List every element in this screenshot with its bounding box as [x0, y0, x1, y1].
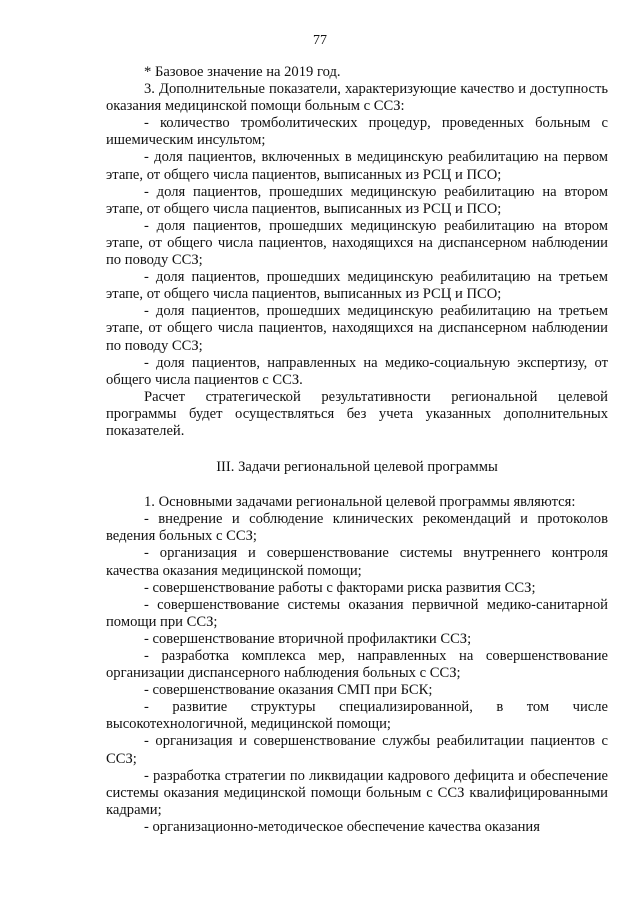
page-number: 77 [313, 33, 327, 48]
list-item: - количество тромболитических процедур, проведенных больным с ишемическим инсультом; [106, 115, 608, 149]
section-heading: III. Задачи региональной целевой программы [216, 459, 498, 476]
document-body [106, 64, 608, 836]
body-paragraph: * Базовое значение на 2019 год. [144, 64, 341, 80]
list-item: - доля пациентов, включенных в медицинскую реабилитацию на первом этапе, от общего числа пациентов, выписанных из РСЦ и ПСО; [106, 149, 608, 183]
list-item: - совершенствование оказания СМП при БСК; [144, 682, 433, 699]
list-item: - доля пациентов, прошедших медицинскую реабилитацию на третьем этапе, от общего числа пациентов, выписанных из РСЦ и ПСО; [106, 269, 608, 303]
list-item: - доля пациентов, направленных на медико-социальную экспертизу, от общего числа пациентов с ССЗ. [106, 354, 608, 388]
list-item: - совершенствование вторичной профилактики ССЗ; [144, 630, 472, 647]
body-paragraph: Расчет стратегической результативности региональной целевой программы будет осуществляться без учета указанных дополнительных показателей. [106, 388, 608, 439]
list-item: - организация и совершенствование системы внутреннего контроля качества оказания медицинской помощи; [106, 545, 608, 579]
body-paragraph: 1. Основными задачами региональной целевой программы являются: [144, 494, 576, 511]
list-item: - доля пациентов, прошедших медицинскую реабилитацию на втором этапе, от общего числа пациентов, находящихся на диспансерном наблюдении по поводу ССЗ; [106, 217, 608, 269]
list-item: - организационно-методическое обеспечение качества оказания [144, 818, 540, 835]
list-item: - совершенствование системы оказания первичной медико-санитарной помощи при ССЗ; [106, 596, 608, 630]
list-item: - внедрение и соблюдение клинических рекомендаций и протоколов ведения больных с ССЗ; [106, 511, 608, 545]
list-item: - развитие структуры специализированной, в том числе высокотехнологичной, медицинской помощи; [106, 699, 608, 733]
list-item: - доля пациентов, прошедших медицинскую реабилитацию на третьем этапе, от общего числа пациентов, находящихся на диспансерном наблюдении по поводу ССЗ; [106, 303, 608, 354]
list-item: - разработка комплекса мер, направленных на совершенствование организации диспансерного наблюдения больных с ССЗ; [106, 648, 608, 682]
list-item: - организация и совершенствование службы реабилитации пациентов с ССЗ; [106, 733, 608, 767]
list-item: - совершенствование работы с факторами риска развития ССЗ; [144, 579, 536, 596]
list-item: - разработка стратегии по ликвидации кадрового дефицита и обеспечение системы оказания медицинской помощи больным с ССЗ квалифицированными кадрами; [106, 767, 608, 818]
body-paragraph: 3. Дополнительные показатели, характеризующие качество и доступность оказания медицинской помощи больным с ССЗ: [106, 81, 608, 115]
list-item: - доля пациентов, прошедших медицинскую реабилитацию на втором этапе, от общего числа пациентов, выписанных из РСЦ и ПСО; [106, 183, 608, 217]
